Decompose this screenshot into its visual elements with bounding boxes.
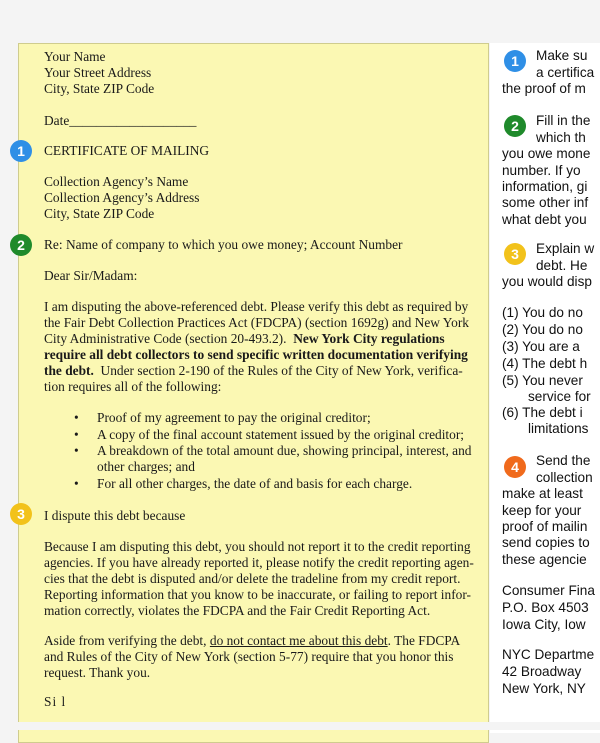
cfpb-address-line: Iowa City, Iow: [502, 617, 586, 632]
recipient-address: Collection Agency’s Address: [44, 190, 200, 205]
reason-item: (2) You do no: [502, 322, 583, 337]
recipient-name: Collection Agency’s Name: [44, 174, 189, 189]
step2-line: Fill in the: [536, 113, 591, 128]
instructions-sidebar: [490, 43, 600, 733]
recipient-city: City, State ZIP Code: [44, 206, 155, 221]
para2-line: Reporting information that you know to be inaccurate, or failing to report infor-: [44, 587, 471, 602]
para1-bold-line: require all debt collectors to send specific written documentation verifying: [44, 347, 468, 362]
bullet-item: A copy of the final account statement issued by the original creditor;: [97, 427, 465, 442]
nyc-regulations-bold: New York City regulations: [293, 331, 445, 346]
step3-line: debt. He: [536, 258, 588, 273]
sender-street: Your Street Address: [44, 65, 152, 80]
reason-item: (1) You do no: [502, 305, 583, 320]
para1-line: the debt. Under section 2-190 of the Rules of the City of New York, verifica-: [44, 363, 463, 378]
step3-line: you would disp: [502, 274, 592, 289]
do-not-contact-underlined: do not contact me about this debt: [209, 633, 388, 648]
step2-line: which th: [536, 130, 586, 145]
reason-item: (4) The debt h: [502, 356, 588, 371]
step4-line: these agencie: [502, 552, 587, 567]
step1-line: a certifica: [536, 65, 595, 80]
reason-item: (3) You are a: [502, 339, 580, 354]
step1-line: the proof of m: [502, 81, 586, 96]
para2-line: agencies. If you have already reported it, please notify the credit reporting agen-: [44, 555, 474, 570]
signature-line: Si l: [44, 694, 67, 709]
step4-line: keep for your: [502, 503, 582, 518]
reason-item-continued: limitations: [528, 421, 589, 436]
para3-line: and Rules of the City of New York (section 5-77) require that you honor this: [44, 649, 454, 664]
step4-line: Send the: [536, 453, 591, 468]
reason-item-continued: service for: [528, 389, 591, 404]
step-2-badge: 2: [504, 115, 526, 137]
certificate-of-mailing: CERTIFICATE OF MAILING: [44, 143, 210, 158]
salutation: Dear Sir/Madam:: [44, 268, 138, 283]
para3-line: Aside from verifying the debt, do not contact me about this debt. The FDCPA: [44, 633, 461, 648]
para2-line: cies that the debt is disputed and/or delete the tradeline from my credit report.: [44, 571, 461, 586]
reason-item: (5) You never: [502, 373, 583, 388]
date-line: Date___________________: [44, 113, 197, 128]
step-3-badge: 3: [10, 503, 32, 525]
nyc-address-line: New York, NY: [502, 681, 586, 696]
bullet-item-continued: other charges; and: [97, 459, 195, 474]
step1-line: Make su: [536, 48, 588, 63]
re-line: Re: Name of company to which you owe money; Account Number: [44, 237, 403, 252]
para1-line: the Fair Debt Collection Practices Act (FDCPA) (section 1692g) and New York: [44, 315, 469, 330]
para1-line: tion requires all of the following:: [44, 379, 222, 394]
cfpb-address-line: Consumer Fina: [502, 583, 595, 598]
bullet-dot: •: [74, 410, 79, 425]
para1-line: City Administrative Code (section 20-493.2). New York City regulations: [44, 331, 445, 346]
para2-line: mation correctly, violates the FDCPA and the Fair Credit Reporting Act.: [44, 603, 431, 618]
para2-line: Because I am disputing this debt, you should not report it to the credit reporting: [44, 539, 471, 554]
step-2-badge: 2: [10, 234, 32, 256]
sender-name: Your Name: [44, 49, 106, 64]
bullet-item: A breakdown of the total amount due, showing principal, interest, and: [97, 443, 472, 458]
step2-line: number. If yo: [502, 163, 581, 178]
letter-template: [18, 43, 489, 743]
step4-line: send copies to: [502, 535, 590, 550]
bullet-dot: •: [74, 443, 79, 458]
bullet-item: Proof of my agreement to pay the original creditor;: [97, 410, 371, 425]
step2-line: what debt you: [502, 212, 587, 227]
para1-line: I am disputing the above-referenced debt. Please verify this debt as required by: [44, 299, 469, 314]
dispute-line: I dispute this debt because: [44, 508, 186, 523]
step4-line: collection: [536, 470, 593, 485]
step4-line: proof of mailin: [502, 519, 588, 534]
sender-city: City, State ZIP Code: [44, 81, 155, 96]
step2-line: information, gi: [502, 179, 588, 194]
page-bottom-margin: [0, 722, 600, 730]
step4-line: make at least: [502, 486, 583, 501]
para3-line: request. Thank you.: [44, 665, 151, 680]
step2-line: some other inf: [502, 195, 589, 210]
step3-line: Explain w: [536, 241, 595, 256]
nyc-address-line: 42 Broadway: [502, 664, 582, 679]
step-1-badge: 1: [10, 140, 32, 162]
nyc-address-line: NYC Departme: [502, 647, 595, 662]
cfpb-address-line: P.O. Box 4503: [502, 600, 589, 615]
bullet-dot: •: [74, 476, 79, 491]
step-1-badge: 1: [504, 50, 526, 72]
reason-item: (6) The debt i: [502, 405, 583, 420]
bullet-dot: •: [74, 427, 79, 442]
step-3-badge: 3: [504, 243, 526, 265]
step2-line: you owe mone: [502, 146, 591, 161]
step-4-badge: 4: [504, 456, 526, 478]
bullet-item: For all other charges, the date of and basis for each charge.: [97, 476, 413, 491]
